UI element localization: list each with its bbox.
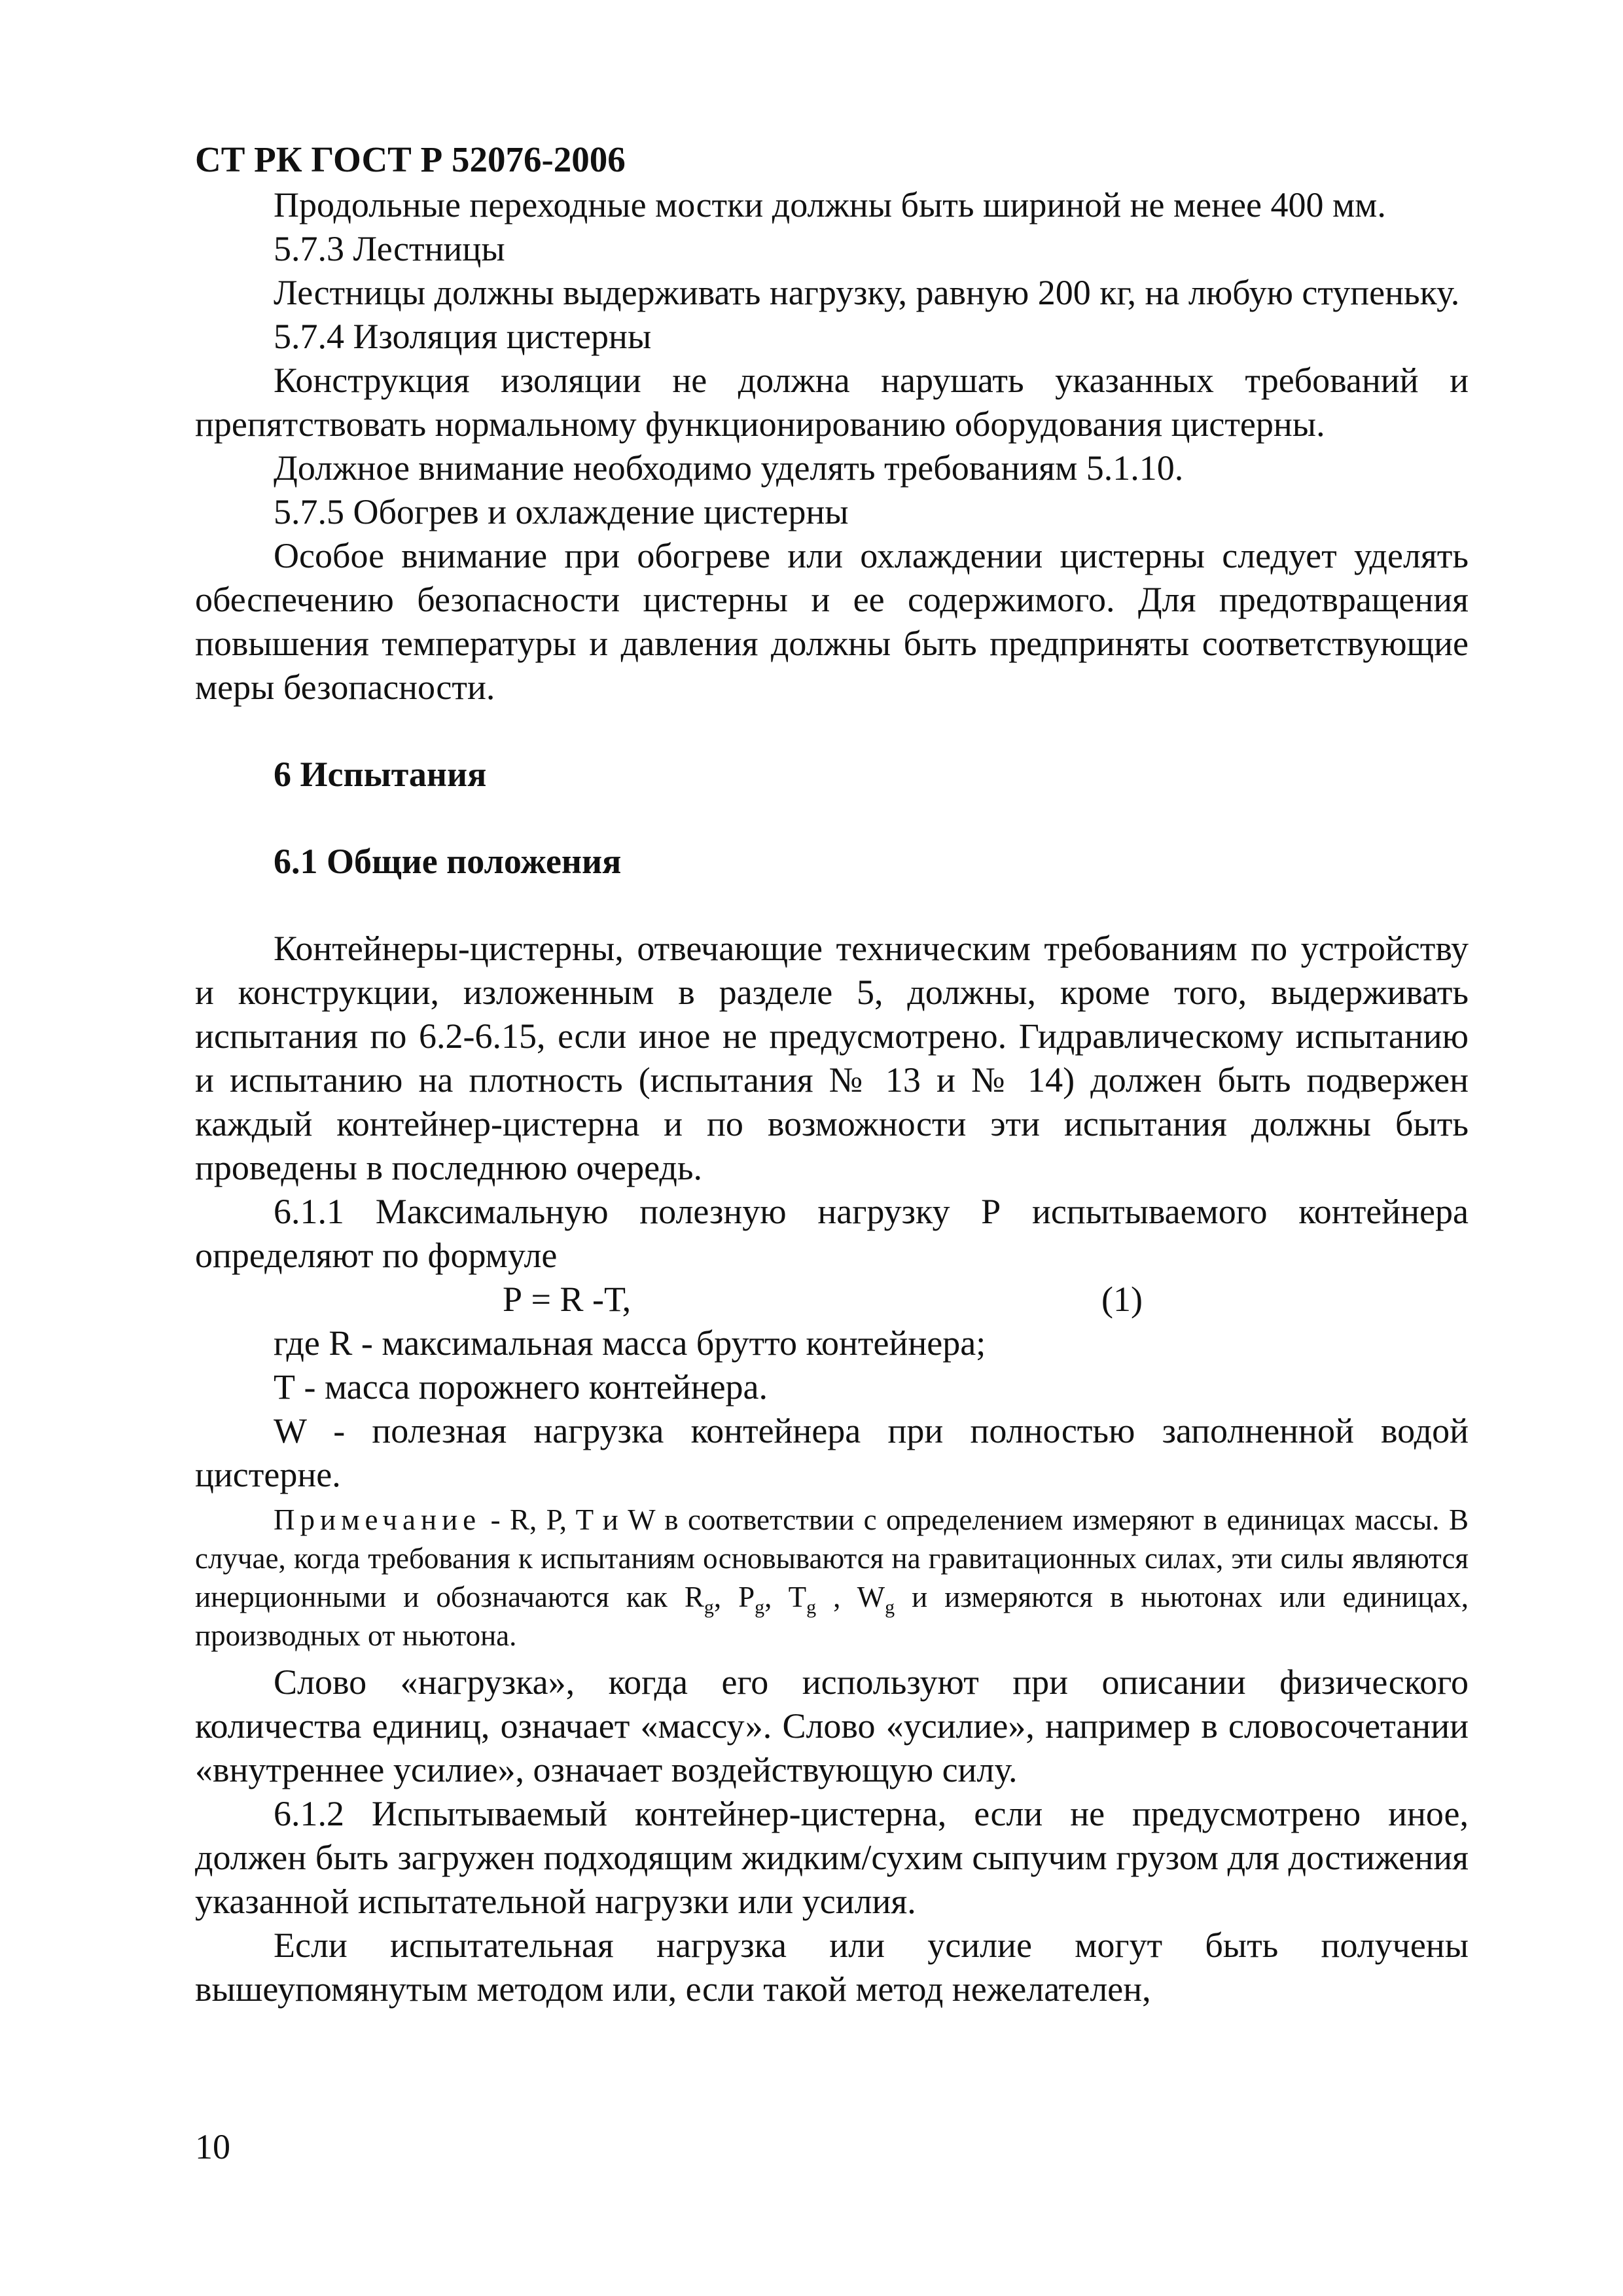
- paragraph-general-tests: Контейнеры-цистерны, отвечающие техническим требованиям по устройству и конструкции, изложенным в разделе 5, должны, кроме того, выдерживать испытания по 6.2-6.15, если иное не предусмотрено. Гидравлическому испытанию и испытанию на плотность (испытания № 13 и № 14) должен быть подвержен каждый контейнер-цистерна и по возможности эти испытания должны быть проведены в последнюю очередь.: [195, 929, 1469, 1187]
- paragraph-w-definition: W - полезная нагрузка контейнера при полностью заполненной водой цистерне.: [195, 1411, 1469, 1494]
- subsection-5-7-4-title: 5.7.4 Изоляция цистерны: [274, 317, 652, 356]
- subsection-5-7-5-title: 5.7.5 Обогрев и охлаждение цистерны: [274, 492, 849, 531]
- note-sub-tg: g: [806, 1596, 817, 1618]
- note-sep-w: , W: [816, 1581, 885, 1613]
- paragraph-walkways: Продольные переходные мостки должны быть шириной не менее 400 мм.: [274, 185, 1386, 224]
- formula-1: [195, 1278, 1469, 1321]
- note-label: Примечание: [274, 1503, 482, 1536]
- paragraph-load-word: Слово «нагрузка», когда его используют при описании физического количества единиц, означает «массу». Слово «усилие», например в словосочетании «внутреннее усилие», означает воздействующую силу.: [195, 1662, 1469, 1789]
- document-page: [195, 137, 1469, 2206]
- paragraph-where-r: где R - максимальная масса брутто контейнера;: [274, 1323, 986, 1363]
- note-sep-p: , P: [713, 1581, 755, 1613]
- subsection-5-7-3-title: 5.7.3 Лестницы: [274, 229, 505, 268]
- paragraph-heating-cooling: Особое внимание при обогреве или охлаждении цистерны следует уделять обеспечению безопасности цистерны и ее содержимого. Для предотвращения повышения температуры и давления должны быть предприняты соответствующие меры безопасности.: [195, 536, 1469, 707]
- note-sub-pg: g: [755, 1596, 765, 1618]
- paragraph-ladders: Лестницы должны выдерживать нагрузку, равную 200 кг, на любую ступеньку.: [274, 273, 1460, 312]
- section-6-1-heading: 6.1 Общие положения: [274, 842, 622, 881]
- section-6-heading: 6 Испытания: [274, 755, 487, 794]
- paragraph-t-definition: Т - масса порожнего контейнера.: [274, 1367, 768, 1407]
- standard-header: СТ РК ГОСТ Р 52076-2006: [195, 139, 626, 179]
- note-sub-wg: g: [885, 1596, 895, 1618]
- paragraph-attention: Должное внимание необходимо уделять требованиям 5.1.10.: [274, 448, 1184, 488]
- paragraph-6-1-2: 6.1.2 Испытываемый контейнер-цистерна, если не предусмотрено иное, должен быть загружен подходящим жидким/сухим сыпучим грузом для достижения указанной испытательной нагрузки или усилия.: [195, 1794, 1469, 1921]
- paragraph-6-1-1: 6.1.1 Максимальную полезную нагрузку Р испытываемого контейнера определяют по формуле: [195, 1192, 1469, 1275]
- formula-expression: Р = R -Т,: [503, 1280, 632, 1319]
- paragraph-insulation: Конструкция изоляции не должна нарушать указанных требований и препятствовать нормальному функционированию оборудования цистерны.: [195, 361, 1469, 444]
- note-text-b: и измеряются в ньютонах или единицах, производных от ньютона.: [195, 1581, 1469, 1652]
- page-number: 10: [195, 2127, 230, 2166]
- paragraph-test-load: Если испытательная нагрузка или усилие могут быть получены вышеупомянутым методом или, если такой метод нежелателен,: [195, 1926, 1469, 2009]
- note-text-a: - R, P, T и W в соответствии с определением измеряют в единицах массы. В случае, когда требования к испытаниям основываются на гравитационных силах, эти силы являются инерционными и обозначаются как R: [195, 1503, 1469, 1613]
- note-sep-t: , T: [764, 1581, 807, 1613]
- note-block: [195, 1501, 1469, 1655]
- note-sub-rg: g: [704, 1596, 714, 1618]
- formula-number: (1): [1101, 1280, 1143, 1319]
